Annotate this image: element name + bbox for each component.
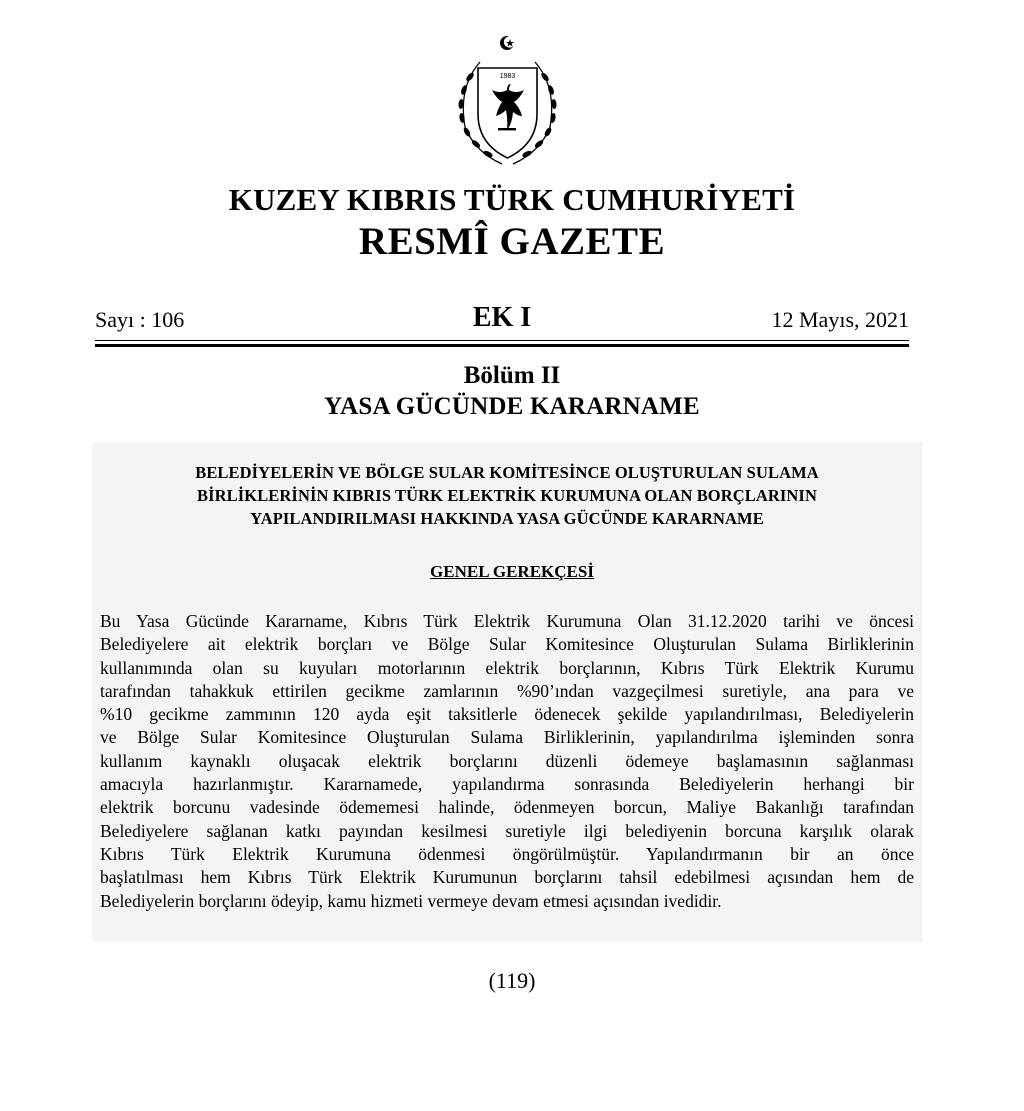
rationale-paragraph xyxy=(100,610,914,913)
rationale-line: Belediyelere ait elektrik borçları ve Bölge Sular Komitesince Oluşturulan Sulama Birliklerinin xyxy=(100,634,914,655)
rationale-line: kullanım kaynaklı oluşacak elektrik borçlarını düzenli ödemeye başlamasının sağlanması xyxy=(100,750,914,771)
rationale-line: kullanımında olan su kuyuları motorlarının elektrik borçlarının, Kıbrıs Türk Elektrik Kurumu xyxy=(100,657,914,678)
rationale-line: amacıyla hazırlanmıştır. Kararnamede, yapılandırma sonrasında Belediyelerin herhangi bir xyxy=(100,774,914,795)
gazette-title: RESMÎ GAZETE xyxy=(358,220,666,263)
issue-info-row xyxy=(95,302,909,338)
issue-date: 12 Mayıs, 2021 xyxy=(771,307,909,332)
page-number: (119) xyxy=(488,968,536,993)
country-name: KUZEY KIBRIS TÜRK CUMHURİYETİ xyxy=(228,182,796,217)
crescent-star-icon xyxy=(500,36,515,50)
rationale-line: Belediyelere sağlanan katkı payından kesilmesi suretiyle ilgi belediyenin borcuna karşılık olarak xyxy=(100,820,914,841)
rationale-line: Bu Yasa Gücünde Kararname, Kıbrıs Türk Elektrik Kurumuna Olan 31.12.2020 tarihi ve öncesi xyxy=(100,611,914,631)
rationale-heading: GENEL GEREKÇESİ xyxy=(430,562,594,581)
section-type: YASA GÜCÜNDE KARARNAME xyxy=(324,393,700,420)
section-part: Bölüm II xyxy=(463,362,561,389)
emblem-year: 1983 xyxy=(499,73,516,80)
rationale-line: %10 gecikme zammının 120 ayda eşit taksitlerle ödenecek şekilde yapılandırılması, Belediyelerin xyxy=(100,704,914,725)
coat-of-arms-emblem xyxy=(440,32,575,172)
header-divider-thick xyxy=(95,344,909,347)
rationale-line: tarafından tahakkuk ettirilen gecikme zamlarının %90’ından vazgeçilmesi suretiyle, ana para ve xyxy=(100,680,914,701)
decree-title-line: BİRLİKLERİNİN KIBRIS TÜRK ELEKTRİK KURUMUNA OLAN BORÇLARININ xyxy=(197,486,817,505)
decree-title-line: YAPILANDIRILMASI HAKKINDA YASA GÜCÜNDE KARARNAME xyxy=(250,509,764,528)
rationale-line: Belediyelerin borçlarını ödeyip, kamu hizmeti vermeye devam etmesi açısından ivedidir. xyxy=(100,890,722,911)
rationale-line: ve Bölge Sular Komitesince Oluşturulan Sulama Birliklerinin, yapılandırılma işleminden sonra xyxy=(100,727,914,748)
decree-title xyxy=(92,461,922,530)
issue-number: Sayı : 106 xyxy=(95,307,185,332)
supplement-label: EK I xyxy=(472,302,532,333)
rationale-line: Kıbrıs Türk Elektrik Kurumuna ödenmesi öngörülmüştür. Yapılandırmanın bir an önce xyxy=(100,843,914,864)
header-divider-thin xyxy=(95,340,909,341)
rationale-line: elektrik borcunu vadesinde ödememesi halinde, ödenmeyen borcun, Maliye Bakanlığı tarafından xyxy=(100,797,914,818)
rationale-line: başlatılması hem Kıbrıs Türk Elektrik Kurumunun borçlarını tahsil edebilmesi açısından hem de xyxy=(100,867,914,888)
decree-title-line: BELEDİYELERİN VE BÖLGE SULAR KOMİTESİNCE OLUŞTURULAN SULAMA xyxy=(195,463,819,482)
